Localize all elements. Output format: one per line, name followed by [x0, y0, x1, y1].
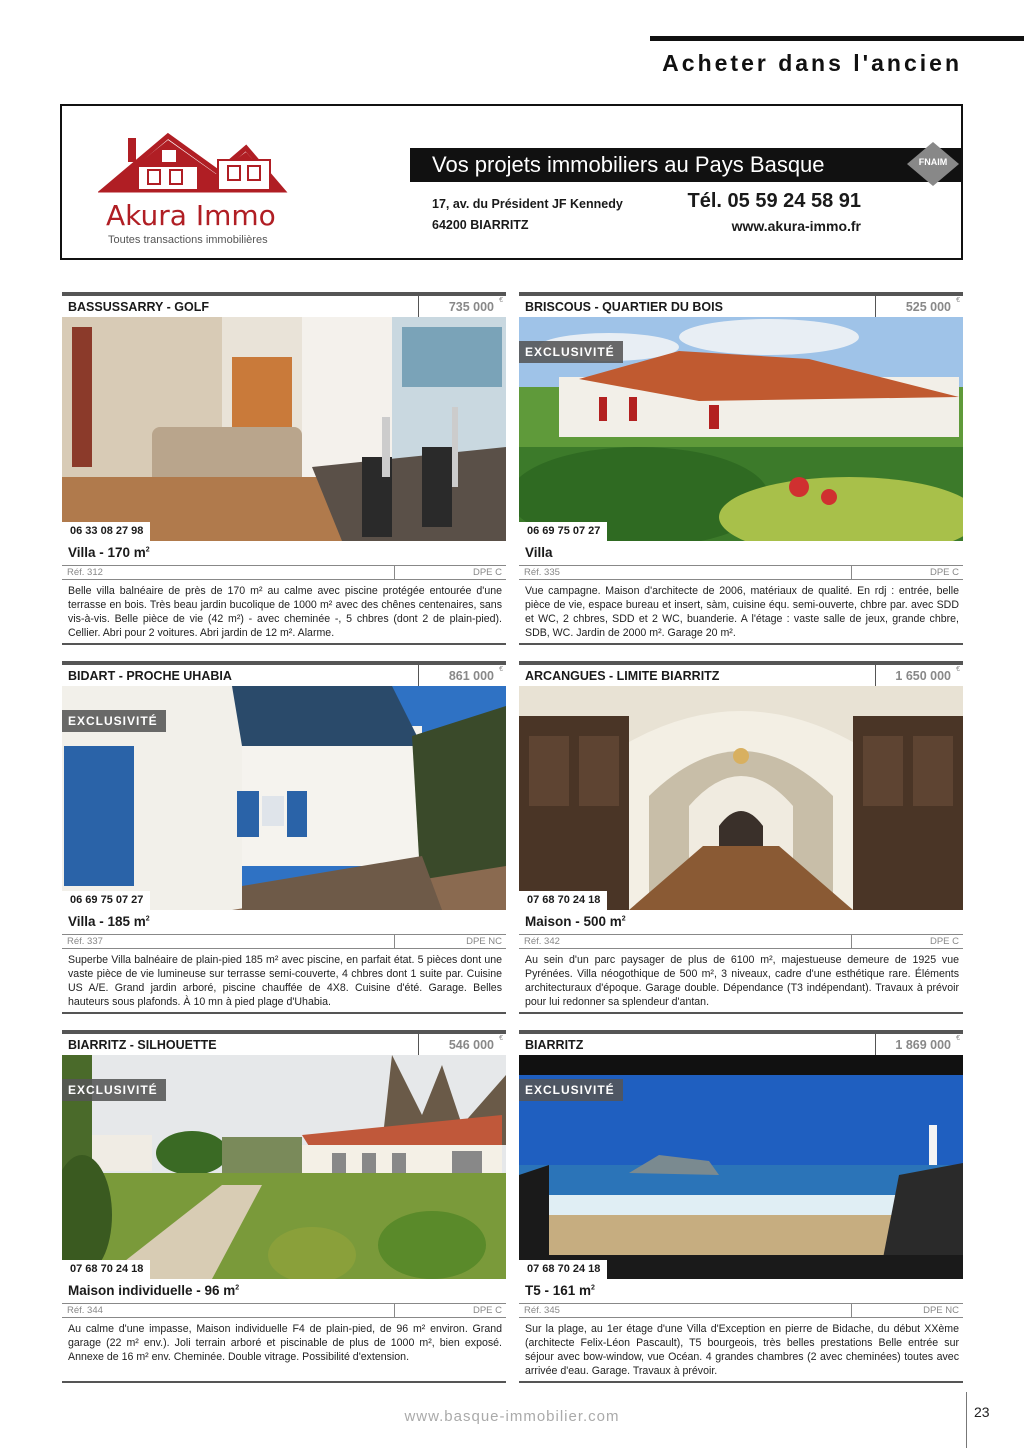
listing-ref: Réf. 344: [67, 1305, 103, 1316]
listing-header: BIDART - PROCHE UHABIA 861 000 €: [62, 665, 506, 686]
listing-price: 546 000: [448, 1038, 494, 1052]
listing-location: BRISCOUS - QUARTIER DU BOIS: [525, 300, 723, 314]
listing-price: 861 000: [448, 669, 494, 683]
listing-header: BIARRITZ - SILHOUETTE 546 000 €: [62, 1034, 506, 1055]
listing-type: Villa - 185 $m^2$: [68, 914, 150, 929]
listing-dpe: DPE C: [394, 1304, 506, 1317]
listing-ref: Réf. 337: [67, 936, 103, 947]
listing-card[interactable]: [62, 1030, 506, 1383]
exclusive-badge: EXCLUSIVITÉ: [519, 1079, 623, 1101]
listing-phone[interactable]: 06 69 75 07 27: [62, 891, 150, 910]
listing-description: Vue campagne. Maison d'architecte de 2006, matériaux de qualité. En rdj : entrée, belle pièce de vie, espace bureau et insert, sàm, cuisine équ. semi-ouverte, chbre par. avec SDD et WC, 2 chbres, SDD et 2 WC, buanderie. A l'étage : vaste salle de jeux, grande chbre, SDB, WC. Jardin de 2000 m². Garage 20 m².: [525, 585, 959, 639]
listing-price: 735 000: [448, 300, 494, 314]
listing-location: BIARRITZ - SILHOUETTE: [68, 1038, 217, 1052]
listing-ref: Réf. 312: [67, 567, 103, 578]
listing-description: Belle villa balnéaire de près de 170 m² au calme avec piscine protégée entourée d'une terrasse en bois. Très beau jardin bucolique de 1000 m² avec des chênes centenaires, sans vis-à-vis. Belle pièce de vie (42 m²) - avec cheminée -, 5 chbres (dont 2 de plain-pied). Cellier. Abri pour 2 voitures. Abri jardin de 12 m². Alarme.: [68, 585, 502, 639]
listing-type: Maison - 500 $m^2$: [525, 914, 626, 929]
listing-phone[interactable]: 07 68 70 24 18: [519, 1260, 607, 1279]
listing-location: BASSUSSARRY - GOLF: [68, 300, 209, 314]
section-title: Acheter dans l'ancien: [662, 50, 962, 76]
listing-price: 1 869 000: [895, 1038, 951, 1052]
listing-description: Au sein d'un parc paysager de plus de 6100 m², majestueuse demeure de 1925 vue Pyrénées. Villa néogothique de 500 m², 3 niveaux, cadre d'une esthétique rare. Éléments architecturaux d'époque. Garage double. Dépendance (T3 indépendant). Travaux à prévoir pour lui redonner sa splendeur d'antan.: [525, 954, 959, 1008]
listing-card[interactable]: [62, 661, 506, 1014]
agency-tagline: Vos projets immobiliers au Pays Basque: [410, 148, 962, 182]
listing-dpe: DPE C: [851, 566, 963, 579]
exclusive-badge: EXCLUSIVITÉ: [62, 710, 166, 732]
listing-description: Superbe Villa balnéaire de plain-pied 185 m² avec piscine, en parfait état. 5 pièces dont une vaste pièce de vie lumineuse sur terrasse semi-couverte, 4 chbres dont 1 suite par. Cuisine US A/E. Grand jardin arboré, piscine chauffée de 4X8. Cuisine d'été. Garage. Belles hauteurs sous plafonds. À 10 mn à pied plage d'Uhabia.: [68, 954, 502, 1008]
listing-type: Villa - 170 $m^2$: [68, 545, 150, 560]
listing-type: Villa: [525, 545, 553, 560]
agency-name: Akura Immo: [106, 199, 276, 232]
listing-type: T5 - 161 $m^2$: [525, 1283, 595, 1298]
house-logo-icon: [98, 130, 288, 200]
listing-location: ARCANGUES - LIMITE BIARRITZ: [525, 669, 720, 683]
listing-location: BIDART - PROCHE UHABIA: [68, 669, 232, 683]
listing-phone[interactable]: 07 68 70 24 18: [519, 891, 607, 910]
listing-photo[interactable]: [519, 686, 963, 910]
agency-subtitle: Toutes transactions immobilières: [108, 234, 268, 246]
listing-dpe: DPE C: [851, 935, 963, 948]
listing-description: Sur la plage, au 1er étage d'une Villa d'Exception en pierre de Bidache, du début XXème (architecte Felix-Léon Pascault), T5 bourgeois, très belles prestations Belle entrée sur séjour avec bow-window, vue Océan. 4 grandes chambres (2 avec cheminées) toutes avec arrivée d'eau. Garage. Travaux à prévoir.: [525, 1323, 959, 1377]
exclusive-badge: EXCLUSIVITÉ: [519, 341, 623, 363]
listing-phone[interactable]: 07 68 70 24 18: [62, 1260, 150, 1279]
listing-card[interactable]: [62, 292, 506, 645]
listing-dpe: DPE C: [394, 566, 506, 579]
listing-header: ARCANGUES - LIMITE BIARRITZ 1 650 000 €: [519, 665, 963, 686]
agency-address: 17, av. du Président JF Kennedy 64200 BIARRITZ: [432, 197, 623, 232]
footer-url[interactable]: www.basque-immobilier.com: [404, 1408, 620, 1425]
fnaim-badge: FNAIM: [905, 140, 961, 188]
listing-location: BIARRITZ: [525, 1038, 584, 1052]
listing-phone[interactable]: 06 69 75 07 27: [519, 522, 607, 541]
listing-card[interactable]: [519, 1030, 963, 1383]
header-rule: [650, 36, 1024, 41]
listing-ref: Réf. 335: [524, 567, 560, 578]
listing-card[interactable]: [519, 292, 963, 645]
listing-phone[interactable]: 06 33 08 27 98: [62, 522, 150, 541]
listing-description: Au calme d'une impasse, Maison individuelle F4 de plain-pied, de 96 m² environ. Grand garage (22 m² env.). Joli terrain arboré et piscinable de plus de 1000 m², bien exposé. Annexe de 16 m² env. Cheminée. Double vitrage. Possibilité d'extension.: [68, 1323, 502, 1363]
listing-card[interactable]: [519, 661, 963, 1014]
listing-price: 525 000: [905, 300, 951, 314]
listing-photo[interactable]: [62, 1055, 506, 1279]
agency-website[interactable]: www.akura-immo.fr: [731, 218, 861, 234]
listing-dpe: DPE NC: [394, 935, 506, 948]
listing-ref: Réf. 345: [524, 1305, 560, 1316]
agency-banner[interactable]: [60, 104, 963, 260]
listing-photo[interactable]: [62, 686, 506, 910]
agency-phone[interactable]: Tél. 05 59 24 58 91: [687, 190, 861, 212]
listing-header: BASSUSSARRY - GOLF 735 000 €: [62, 296, 506, 317]
listing-photo[interactable]: [519, 317, 963, 541]
listing-photo[interactable]: [519, 1055, 963, 1279]
listing-type: Maison individuelle - 96 $m^2$: [68, 1283, 240, 1298]
listing-header: BIARRITZ 1 869 000 €: [519, 1034, 963, 1055]
listing-dpe: DPE NC: [851, 1304, 963, 1317]
page-number: 23: [966, 1392, 996, 1448]
listing-header: BRISCOUS - QUARTIER DU BOIS 525 000 €: [519, 296, 963, 317]
listing-ref: Réf. 342: [524, 936, 560, 947]
listing-photo[interactable]: [62, 317, 506, 541]
listing-price: 1 650 000: [895, 669, 951, 683]
exclusive-badge: EXCLUSIVITÉ: [62, 1079, 166, 1101]
agency-logo: [98, 130, 288, 246]
